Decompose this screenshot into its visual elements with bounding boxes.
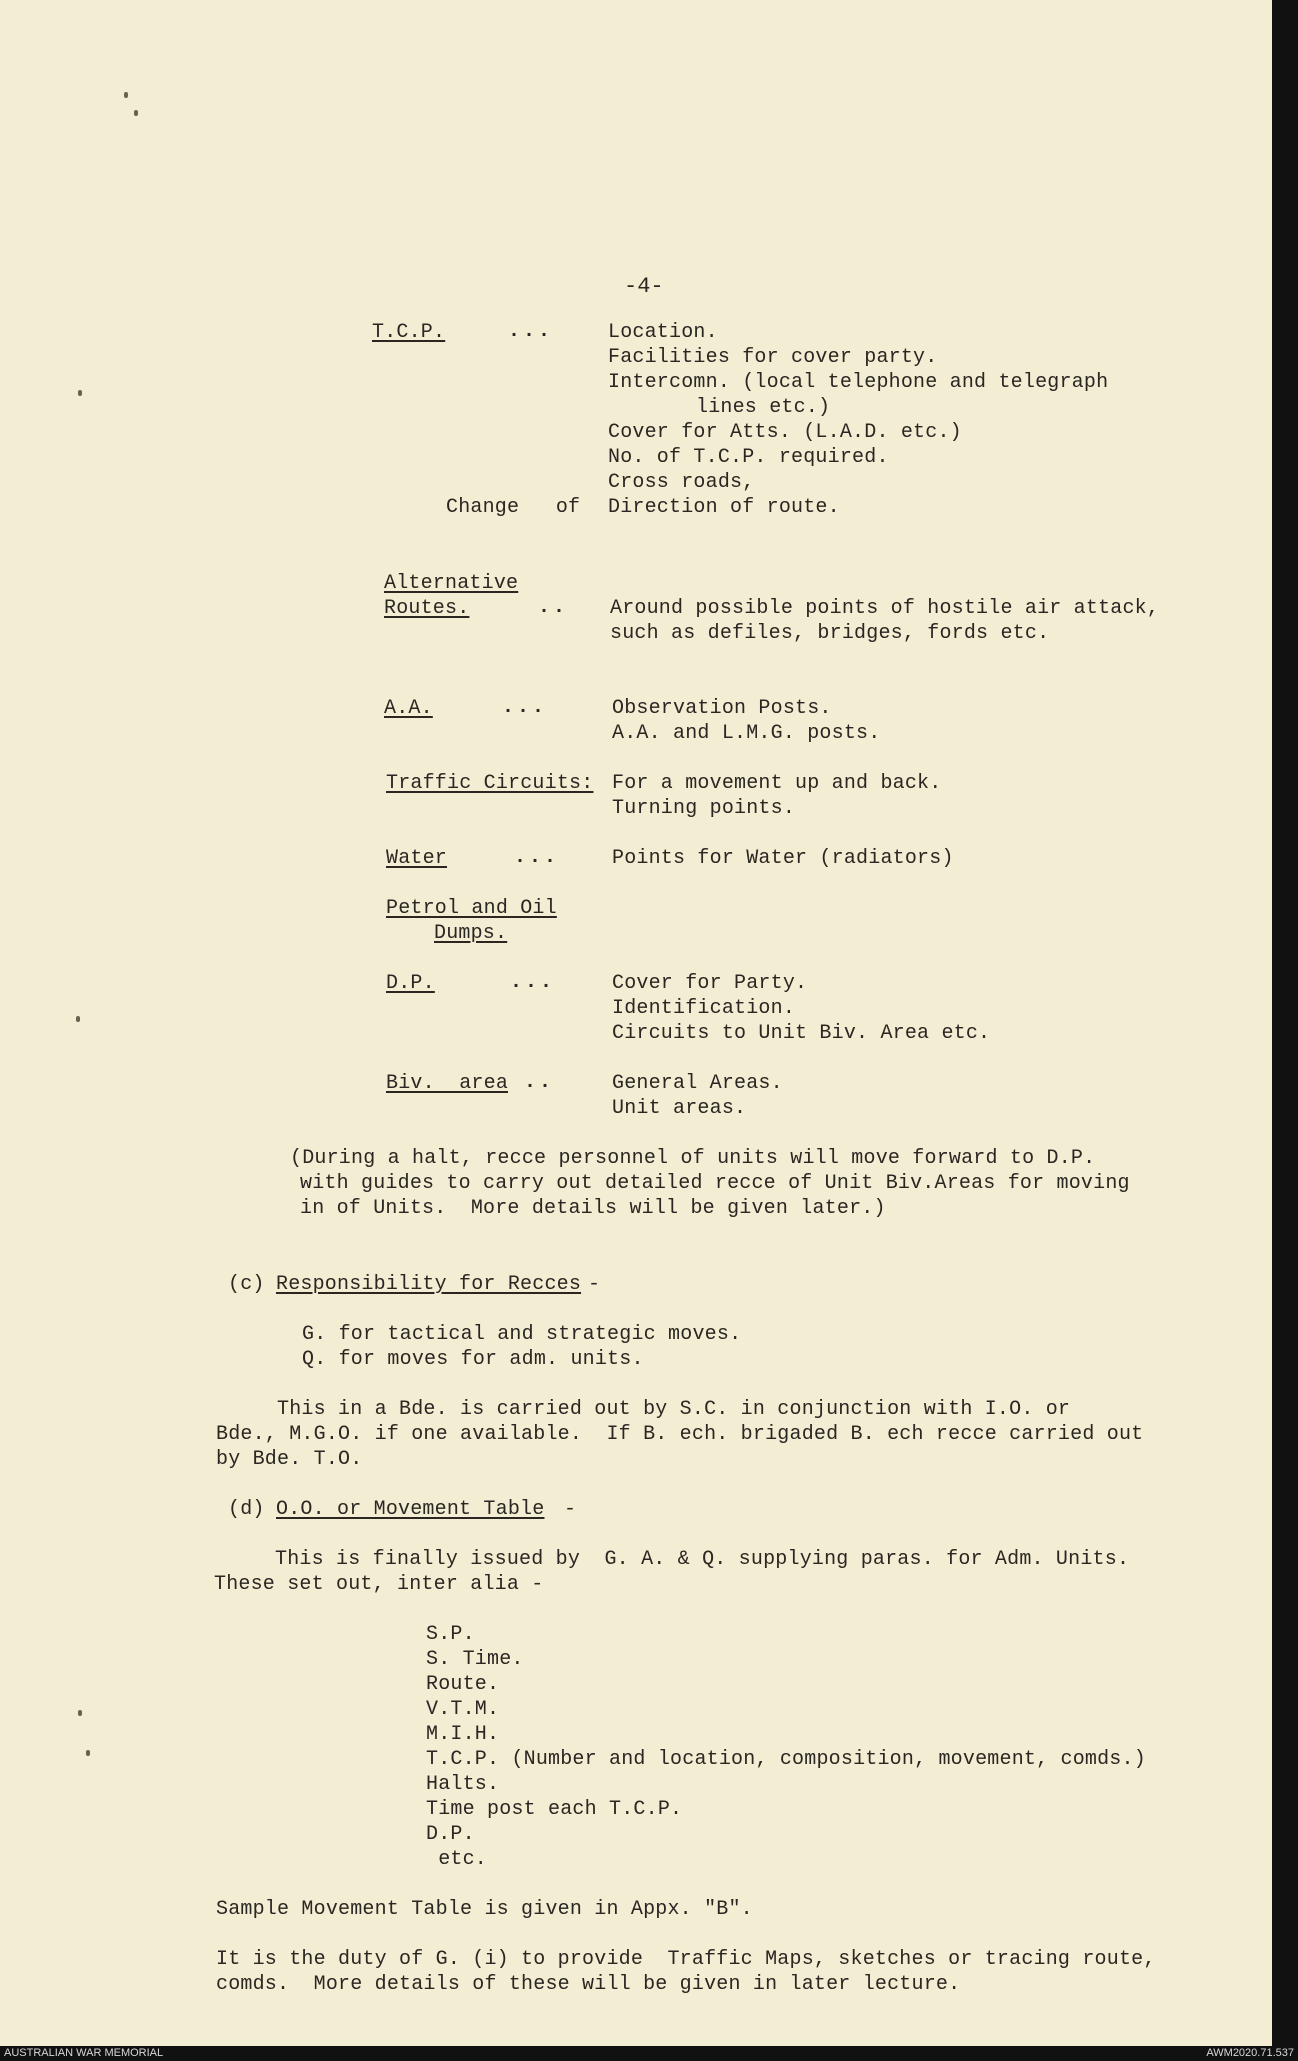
- tcp-item: Intercomn. (local telephone and telegraph: [608, 371, 1109, 394]
- section-d-item: S. Time.: [426, 1648, 524, 1671]
- water-label: Water: [386, 847, 448, 870]
- paper-speck: [78, 390, 82, 396]
- section-c-prefix: (c): [228, 1273, 265, 1296]
- closing-line: comds. More details of these will be given in later lecture.: [216, 1973, 961, 1996]
- section-d-prefix: (d): [228, 1498, 265, 1521]
- petrol-label: Petrol and Oil: [386, 897, 557, 920]
- aa-item: Observation Posts.: [612, 697, 832, 720]
- tcp-label: T.C.P.: [372, 321, 446, 344]
- section-d-para-line: This is finally issued by G. A. & Q. supplying paras. for Adm. Units.: [214, 1548, 1130, 1571]
- section-c-item: G. for tactical and strategic moves.: [302, 1323, 742, 1346]
- scan-edge: [1272, 0, 1298, 2046]
- section-c-para-line: This in a Bde. is carried out by S.C. in conjunction with I.O. or: [216, 1398, 1071, 1421]
- closing-line: Sample Movement Table is given in Appx. "B".: [216, 1898, 753, 1921]
- biv-item: Unit areas.: [612, 1097, 747, 1120]
- section-d-item: etc.: [426, 1848, 488, 1871]
- dp-item: Cover for Party.: [612, 972, 808, 995]
- halt-note-line: in of Units. More details will be given later.): [300, 1197, 886, 1220]
- section-d-item: Route.: [426, 1673, 500, 1696]
- section-d-item: S.P.: [426, 1623, 475, 1646]
- paper-speck: [76, 1016, 80, 1022]
- section-c-heading: Responsibility for Recces: [276, 1273, 582, 1296]
- tcp-item: Facilities for cover party.: [608, 346, 938, 369]
- section-d-item: Halts.: [426, 1773, 500, 1796]
- biv-item: General Areas.: [612, 1072, 783, 1095]
- section-c-suffix: -: [588, 1273, 601, 1296]
- tcp-item: Cross roads,: [608, 471, 755, 494]
- section-d-item: V.T.M.: [426, 1698, 500, 1721]
- aa-item: A.A. and L.M.G. posts.: [612, 722, 881, 745]
- section-c-item: Q. for moves for adm. units.: [302, 1348, 644, 1371]
- tcp-item: Location.: [608, 321, 718, 344]
- paper-speck: [78, 1710, 82, 1716]
- paper-speck: [134, 110, 138, 116]
- alt-routes-dots: ..: [538, 596, 569, 619]
- paper-speck: [86, 1750, 90, 1756]
- aa-dots: ...: [502, 696, 548, 719]
- closing-line: It is the duty of G. (i) to provide Traffic Maps, sketches or tracing route,: [216, 1948, 1156, 1971]
- section-d-item: M.I.H.: [426, 1723, 500, 1746]
- water-item: Points for Water (radiators): [612, 847, 954, 870]
- tcp-change-of: Change of: [446, 496, 581, 519]
- dp-dots: ...: [510, 971, 556, 994]
- section-d-suffix: -: [564, 1498, 577, 1521]
- halt-note-line: with guides to carry out detailed recce of Unit Biv.Areas for moving: [300, 1172, 1130, 1195]
- biv-dots: ..: [524, 1071, 555, 1094]
- section-d-item: T.C.P. (Number and location, composition, movement, comds.): [426, 1748, 1146, 1771]
- dp-item: Identification.: [612, 997, 796, 1020]
- aa-label: A.A.: [384, 697, 433, 720]
- biv-label: Biv. area: [386, 1072, 509, 1095]
- tcp-item: lines etc.): [696, 396, 831, 419]
- petrol-label: Dumps.: [434, 922, 508, 945]
- section-d-para-line: These set out, inter alia -: [214, 1573, 544, 1596]
- alt-routes-item: Around possible points of hostile air attack,: [610, 597, 1160, 620]
- traffic-item: Turning points.: [612, 797, 796, 820]
- section-c-para-line: Bde., M.G.O. if one available. If B. ech. brigaded B. ech recce carried out: [216, 1423, 1144, 1446]
- dp-item: Circuits to Unit Biv. Area etc.: [612, 1022, 991, 1045]
- water-dots: ...: [514, 846, 560, 869]
- section-d-heading: O.O. or Movement Table: [276, 1498, 545, 1521]
- traffic-item: For a movement up and back.: [612, 772, 942, 795]
- footer-right: AWM2020.71.537: [1206, 2047, 1294, 2059]
- section-d-item: D.P.: [426, 1823, 475, 1846]
- section-c-para-line: by Bde. T.O.: [216, 1448, 363, 1471]
- alt-routes-label: Routes.: [384, 597, 470, 620]
- footer-left: AUSTRALIAN WAR MEMORIAL: [4, 2047, 164, 2059]
- halt-note-line: (During a halt, recce personnel of units will move forward to D.P.: [290, 1147, 1096, 1170]
- tcp-item: Cover for Atts. (L.A.D. etc.): [608, 421, 962, 444]
- tcp-dots: ...: [508, 320, 554, 343]
- paper-speck: [124, 92, 128, 98]
- tcp-item: Direction of route.: [608, 496, 840, 519]
- footer-bar: [0, 2046, 1298, 2061]
- dp-label: D.P.: [386, 972, 435, 995]
- alt-routes-label: Alternative: [384, 572, 519, 595]
- tcp-item: No. of T.C.P. required.: [608, 446, 889, 469]
- alt-routes-item: such as defiles, bridges, fords etc.: [610, 622, 1050, 645]
- section-d-item: Time post each T.C.P.: [426, 1798, 683, 1821]
- page-number: -4-: [624, 274, 664, 299]
- traffic-label: Traffic Circuits:: [386, 772, 594, 795]
